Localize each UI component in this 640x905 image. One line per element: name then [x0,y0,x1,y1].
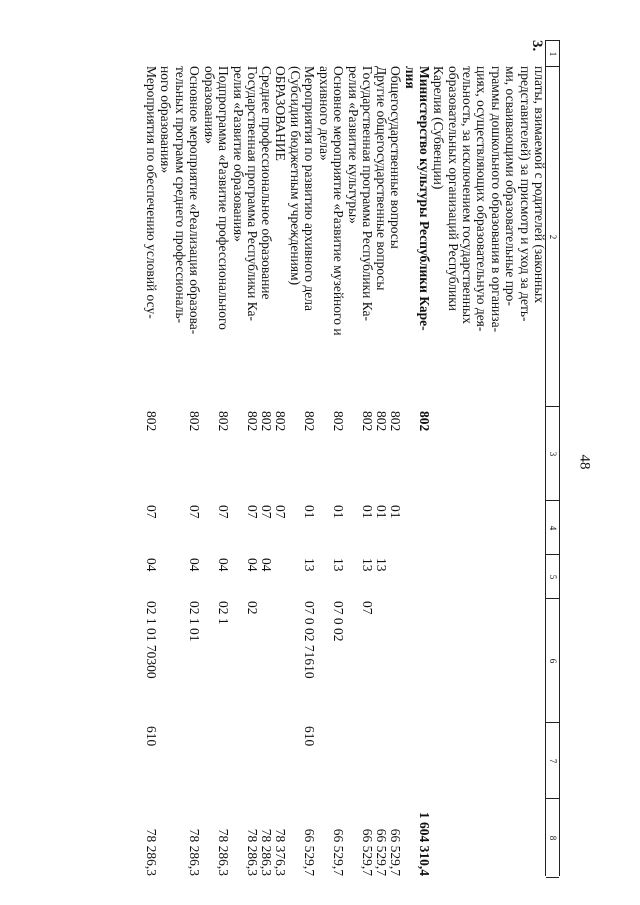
table-row [388,66,402,876]
column-header-2: 2 [546,66,559,407]
column-header-4: 4 [546,500,559,555]
row-name: Основное мероприятие «Реализация образова- тельных программ среднего профессиональ- ного образования» [158,66,202,335]
row-section-code: 07 [273,505,288,519]
row-section-code: 01 [302,505,317,519]
row-name: ОБРАЗОВАНИЕ [273,66,288,161]
row-amount: 78 376,3 [273,828,288,876]
row-target-article: 02 [245,601,260,615]
table-row [316,66,345,876]
column-header-5: 5 [546,554,559,599]
row-section-code: 07 [245,505,260,519]
row-name: Мероприятия по развитию архивного дела (Субсидии бюджетным учреждениям) [287,66,317,312]
row-subsection-code: 04 [216,558,231,572]
row-subsection-code: 04 [259,558,274,572]
row-target-article: 07 0 02 71610 [302,601,317,679]
row-ministry-code: 802 [273,411,288,432]
table-row [402,66,431,876]
row-subsection-code: 13 [331,558,346,572]
row-name: Государственная программа Республики Ка- релия «Развитие культуры» [345,66,375,322]
row-target-article: 02 1 [216,601,231,625]
row-section-code: 07 [216,505,231,519]
table-body [143,66,546,876]
row-ministry-code: 802 [388,411,403,432]
table-row [230,66,259,876]
table-row [345,66,374,876]
row-section-code: 07 [144,505,159,519]
row-subsection-code: 04 [144,558,159,572]
page-number: 48 [576,454,593,470]
row-section-code: 07 [187,505,202,519]
row-ministry-code: 802 [302,411,317,432]
row-amount: 78 286,3 [144,828,159,876]
row-target-article: 02 1 01 [187,601,202,642]
column-header-3: 3 [546,406,559,501]
row-amount: 1 604 310,4 [417,811,432,876]
row-expense-type: 610 [302,726,317,747]
column-header-7: 7 [546,722,559,799]
table-row [259,66,273,876]
row-amount: 78 286,3 [216,828,231,876]
table-row [431,66,546,876]
row-amount: 66 529,7 [360,828,375,876]
row-ministry-code: 802 [374,411,389,432]
row-section-code: 07 [259,505,274,519]
row-name: Основное мероприятие «Развитие музейного и архивного дела» [316,66,346,336]
row-ministry-code: 802 [144,411,159,432]
row-name: платы, взимаемой с родителей (законных представителей) за присмотр и уход за деть- ми, осваивающими образовательные про- граммы дошкольного образования в организа- циях, осуществляющих образовательную дея- тельность, за исключением государственных образовательных организаций Республики Карелия (Субвенции) [431,66,547,333]
rotated-budget-table [80,40,560,880]
row-subsection-code: 13 [374,558,389,572]
table-row [374,66,388,876]
row-target-article: 07 0 02 [331,601,346,642]
row-subsection-code: 13 [302,558,317,572]
row-ministry-code: 802 [417,411,432,432]
row-ministry-code: 802 [331,411,346,432]
row-target-article: 02 1 01 70300 [144,601,159,679]
row-ministry-code: 802 [360,411,375,432]
row-amount: 78 286,3 [245,828,260,876]
row-name: Среднее профессиональное образование [259,66,274,300]
row-subsection-code: 13 [360,558,375,572]
section-number: 3. [529,40,545,52]
table-row [273,66,287,876]
row-name: Другие общегосударственные вопросы [374,66,389,291]
row-section-code: 01 [360,505,375,519]
row-name: Общегосударственные вопросы [388,66,403,249]
row-amount: 66 529,7 [302,828,317,876]
row-amount: 66 529,7 [374,828,389,876]
row-name: Государственная программа Республики Ка- релия «Развитие образования» [230,66,260,322]
column-header-6: 6 [546,598,559,723]
row-section-code: 01 [331,505,346,519]
row-section-code: 01 [374,505,389,519]
row-ministry-code: 802 [259,411,274,432]
row-ministry-code: 802 [187,411,202,432]
row-amount: 78 286,3 [259,828,274,876]
column-header-8: 8 [546,798,559,878]
row-subsection-code: 04 [187,558,202,572]
row-name: Мероприятия по обеспечению условий осу- [144,66,159,319]
row-target-article: 07 [360,601,375,615]
table-row [143,66,158,876]
row-ministry-code: 802 [245,411,260,432]
row-amount: 66 529,7 [331,828,346,876]
row-expense-type: 610 [144,726,159,747]
row-subsection-code: 04 [245,558,260,572]
table-row [158,66,201,876]
table-row [201,66,230,876]
column-header-1: 1 [545,40,560,67]
row-amount: 78 286,3 [187,828,202,876]
table-row [287,66,316,876]
row-name: Министерство культуры Республики Каре- лия [402,66,432,331]
row-ministry-code: 802 [216,411,231,432]
column-header-row [545,66,560,876]
row-name: Подпрограмма «Развитие профессионального образования» [201,66,231,330]
row-section-code: 01 [388,505,403,519]
row-amount: 66 529,7 [388,828,403,876]
